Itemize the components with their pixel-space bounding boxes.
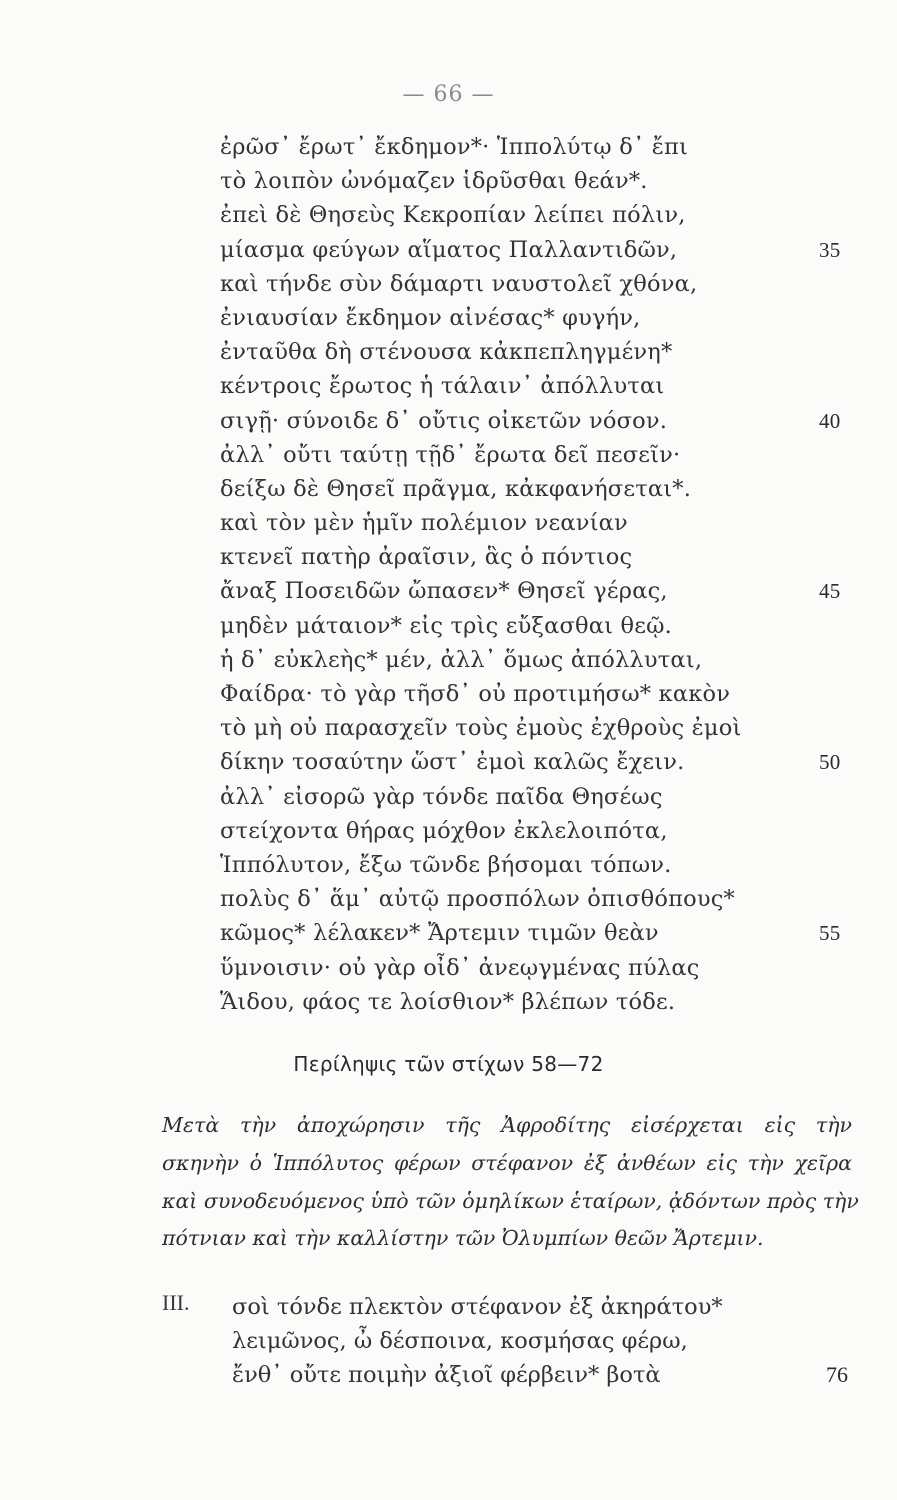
verse-text: λειμῶνος, ὦ δέσποινα, κοσμήσας φέρω, xyxy=(232,1328,688,1354)
line-number: 40 xyxy=(819,408,841,433)
verse-line xyxy=(220,711,860,745)
verse-text: ἄναξ Ποσειδῶν ὤπασεν* Θησεῖ γέρας, xyxy=(220,578,668,605)
verse-line xyxy=(220,780,860,814)
verse-line xyxy=(220,438,860,472)
verse-line xyxy=(220,985,860,1019)
summary-line: καὶ συνοδευόμενος ὑπὸ τῶν ὁμηλίκων ἑταίρων, ᾀδόντων πρὸς τὴν xyxy=(162,1188,859,1213)
hymn-block xyxy=(162,1290,862,1392)
verse-line xyxy=(220,369,860,403)
verse-line xyxy=(220,233,860,267)
verse-text: ἀλλ᾽ εἰσορῶ γὰρ τόνδε παῖδα Θησέως xyxy=(220,783,663,810)
summary-line: πότνιαν καὶ τὴν καλλίστην τῶν Ὀλυμπίων θεῶν Ἄρτεμιν. xyxy=(162,1226,764,1251)
verse-text: τὸ λοιπὸν ὠνόμαζεν ἱδρῦσθαι θεάν*. xyxy=(220,168,648,195)
verse-text: σιγῇ· σύνοιδε δ᾽ οὔτις οἰκετῶν νόσον. xyxy=(220,407,668,434)
verse-line xyxy=(162,1290,862,1324)
verse-line xyxy=(162,1324,862,1358)
verse-line xyxy=(220,198,860,232)
verse-line xyxy=(220,335,860,369)
verse-text: τὸ μὴ οὐ παρασχεῖν τοὺς ἐμοὺς ἐχθροὺς ἐμοὶ xyxy=(220,715,742,742)
verse-line xyxy=(220,540,860,574)
line-number: 45 xyxy=(819,579,841,604)
section-label: ΙΙΙ. xyxy=(162,1290,190,1315)
line-number: 76 xyxy=(826,1362,848,1387)
summary-line: σκηνὴν ὁ Ἱππόλυτος φέρων στέφανον ἐξ ἀνθέων εἰς τὴν χεῖρα xyxy=(162,1150,852,1175)
verse-line xyxy=(220,643,860,677)
verse-text: κέντροις ἔρωτος ἡ τάλαιν᾽ ἀπόλλυται xyxy=(220,373,665,400)
verse-text: μηδὲν μάταιον* εἰς τρὶς εὔξασθαι θεῷ. xyxy=(220,612,673,639)
verse-text: ἡ δ᾽ εὐκλεὴς* μέν, ἀλλ᾽ ὅμως ἀπόλλυται, xyxy=(220,646,703,673)
verse-text: ἐνταῦθα δὴ στένουσα κἀκπεπληγμένη* xyxy=(220,339,673,366)
verse-line xyxy=(220,404,860,438)
summary-paragraph xyxy=(162,1107,859,1258)
verse-line xyxy=(220,301,860,335)
verse-line xyxy=(220,506,860,540)
verse-text: μίασμα φεύγων αἵματος Παλλαντιδῶν, xyxy=(220,236,678,263)
summary-line: Μετὰ τὴν ἀποχώρησιν τῆς Ἀφροδίτης εἰσέρχεται εἰς τὴν xyxy=(162,1113,852,1137)
verse-line xyxy=(220,677,860,711)
verse-line xyxy=(220,609,860,643)
verse-text: κῶμος* λέλακεν* Ἄρτεμιν τιμῶν θεὰν xyxy=(220,920,659,947)
verse-text: ἐπεὶ δὲ Θησεὺς Κεκροπίαν λείπει πόλιν, xyxy=(220,202,686,229)
page-number: — 66 — xyxy=(402,82,495,107)
verse-text: Φαίδρα· τὸ γὰρ τῆσδ᾽ οὐ προτιμήσω* κακὸν xyxy=(220,681,731,707)
verse-text: Ἱππόλυτον, ἔξω τῶνδε βήσομαι τόπων. xyxy=(220,851,672,878)
verse-text: ἀλλ᾽ οὔτι ταύτῃ τῇδ᾽ ἔρωτα δεῖ πεσεῖν· xyxy=(220,441,681,468)
verse-line xyxy=(220,745,860,779)
line-number: 35 xyxy=(819,237,841,262)
verse-line xyxy=(220,267,860,301)
verse-text: ἐρῶσ᾽ ἔρωτ᾽ ἔκδημον*· Ἱππολύτῳ δ᾽ ἔπι xyxy=(220,134,689,160)
verse-line xyxy=(220,472,860,506)
verse-text: ὕμνοισιν· οὐ γὰρ οἶδ᾽ ἀνεῳγμένας πύλας xyxy=(220,954,700,981)
verse-line xyxy=(220,130,860,164)
verse-text: σοὶ τόνδε πλεκτὸν στέφανον ἐξ ἀκηράτου* xyxy=(232,1294,723,1320)
verse-line xyxy=(220,574,860,608)
verse-text: καὶ τὸν μὲν ἡμῖν πολέμιον νεανίαν xyxy=(220,510,628,537)
verse-text: δίκην τοσαύτην ὥστ᾽ ἐμοὶ καλῶς ἔχειν. xyxy=(220,749,685,776)
line-number: 55 xyxy=(819,921,841,946)
verse-block xyxy=(220,130,860,1019)
verse-line xyxy=(162,1358,862,1392)
verse-line xyxy=(220,951,860,985)
verse-line xyxy=(220,814,860,848)
verse-text: στείχοντα θήρας μόχθον ἐκλελοιπότα, xyxy=(220,817,668,844)
verse-line xyxy=(220,916,860,950)
summary-title: Περίληψις τῶν στίχων 58—72 xyxy=(293,1052,604,1076)
verse-line xyxy=(220,164,860,198)
verse-text: Ἅιδου, φάος τε λοίσθιον* βλέπων τόδε. xyxy=(220,988,676,1015)
verse-line xyxy=(220,848,860,882)
line-number: 50 xyxy=(819,750,841,775)
verse-text: κτενεῖ πατὴρ ἀραῖσιν, ἃς ὁ πόντιος xyxy=(220,544,633,571)
verse-text: ἔνθ᾽ οὔτε ποιμὴν ἀξιοῖ φέρβειν* βοτὰ xyxy=(232,1362,661,1388)
verse-text: ἐνιαυσίαν ἔκδημον αἰνέσας* φυγήν, xyxy=(220,304,641,331)
verse-text: πολὺς δ᾽ ἅμ᾽ αὐτῷ προσπόλων ὀπισθόπους* xyxy=(220,886,735,913)
verse-line xyxy=(220,882,860,916)
verse-text: καὶ τήνδε σὺν δάμαρτι ναυστολεῖ χθόνα, xyxy=(220,270,698,297)
verse-text: δείξω δὲ Θησεῖ πρᾶγμα, κἀκφανήσεται*. xyxy=(220,475,692,502)
